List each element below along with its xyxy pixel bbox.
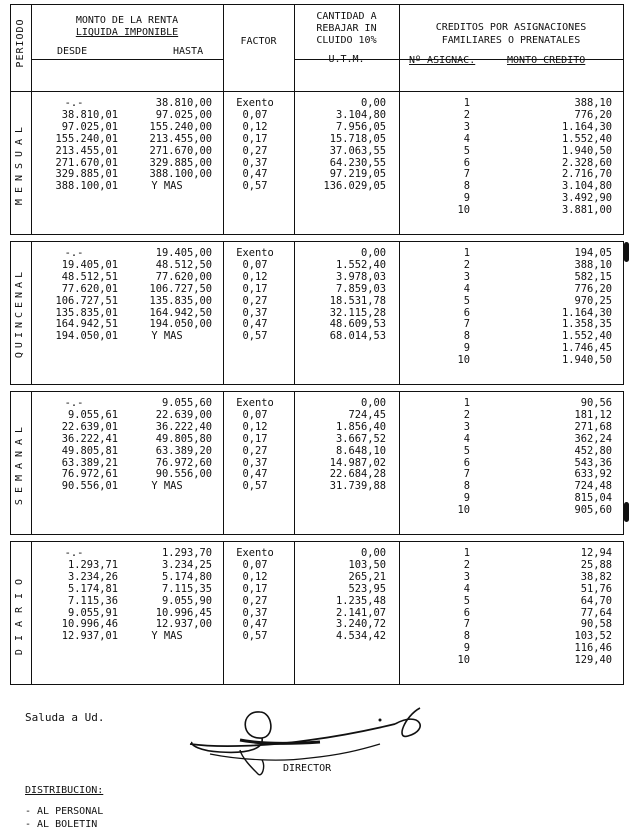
rebaja-cell: 724,45 — [348, 408, 386, 421]
credit-amount: 633,92 — [574, 468, 612, 481]
desde-cell: 36.222,41 — [61, 432, 118, 445]
asignac-number: 8 — [463, 330, 470, 343]
hasta-cell: Y MAS — [151, 330, 183, 343]
rebaja-cell: 15.718,05 — [329, 132, 386, 145]
credit-amount: 1.552,40 — [561, 330, 612, 343]
period-label-quincenal: QUINCENAL — [14, 267, 25, 359]
rebaja-cell: 37.063,55 — [329, 144, 386, 157]
hasta-cell: 48.512,50 — [155, 258, 212, 271]
hasta-cell: 9.055,60 — [161, 397, 212, 409]
asignac-number: 3 — [463, 570, 470, 583]
asignac-number: 5 — [463, 594, 470, 607]
desde-cell: 10.996,46 — [61, 618, 118, 631]
asignac-number: 9 — [463, 342, 470, 355]
factor-cell: 0,57 — [242, 180, 268, 193]
desde-cell: 135.835,01 — [55, 306, 118, 319]
hasta-cell: 19.405,00 — [155, 247, 212, 259]
desde-cell: 7.115,36 — [67, 594, 118, 607]
factor-cell: Exento — [236, 247, 274, 259]
desde-cell: 19.405,01 — [61, 258, 118, 271]
hasta-cell: 10.996,45 — [155, 606, 212, 619]
desde-cell: 76.972,61 — [61, 468, 118, 481]
credit-amount: 1.358,35 — [561, 318, 612, 331]
credit-amount: 271,68 — [574, 420, 612, 433]
factor-cell: 0,37 — [242, 156, 268, 169]
renta-title-line2: LIQUIDA IMPONIBLE — [75, 27, 179, 38]
factor-cell: 0,07 — [242, 258, 268, 271]
credit-amount: 1.940,50 — [561, 354, 612, 367]
table-header — [10, 4, 624, 92]
credit-amount: 3.881,00 — [561, 204, 612, 217]
hasta-cell: 76.972,60 — [155, 456, 212, 469]
credit-amount: 90,58 — [580, 618, 612, 631]
rebaja-cell: 32.115,28 — [329, 306, 386, 319]
desde-cell: 22.639,01 — [61, 420, 118, 433]
period-label-mensual: MENSUAL — [14, 120, 25, 206]
asignac-number: 5 — [463, 144, 470, 157]
factor-cell: 0,57 — [242, 330, 268, 343]
rebaja-cell: 4.534,42 — [335, 630, 386, 643]
credit-amount: 116,46 — [574, 642, 612, 655]
hasta-cell: Y MAS — [151, 180, 183, 193]
asignac-number: 2 — [463, 258, 470, 271]
rebaja-cell: 97.219,05 — [329, 168, 386, 181]
desde-cell: 1.293,71 — [67, 558, 118, 571]
renta-title-line1: MONTO DE LA RENTA — [75, 15, 179, 26]
factor-cell: 0,17 — [242, 132, 268, 145]
rebaja-cell: 68.014,53 — [329, 330, 386, 343]
credit-amount: 103,52 — [574, 630, 612, 643]
credit-amount: 2.328,60 — [561, 156, 612, 169]
asignac-number: 7 — [463, 468, 470, 481]
rebaja-cell: 1.235,48 — [335, 594, 386, 607]
director-label: DIRECTOR — [283, 763, 332, 774]
credit-amount: 90,56 — [580, 397, 612, 409]
asignac-number: 2 — [463, 558, 470, 571]
asignac-number: 8 — [463, 180, 470, 193]
factor-cell: 0,12 — [242, 120, 268, 133]
rebaja-cell: 31.739,88 — [329, 480, 386, 493]
asignac-number: 6 — [463, 306, 470, 319]
credit-amount: 129,40 — [574, 654, 612, 667]
credit-amount: 25,88 — [580, 558, 612, 571]
desde-cell: 329.885,01 — [55, 168, 118, 181]
desde-cell: 3.234,26 — [67, 570, 118, 583]
asignac-number: 9 — [463, 492, 470, 505]
desde-cell: 97.025,01 — [61, 120, 118, 133]
credit-amount: 1.940,50 — [561, 144, 612, 157]
asignac-number: 3 — [463, 270, 470, 283]
hasta-cell: 329.885,00 — [149, 156, 212, 169]
factor-cell: 0,27 — [242, 294, 268, 307]
desde-cell: 271.670,01 — [55, 156, 118, 169]
hasta-cell: 36.222,40 — [155, 420, 212, 433]
desde-cell: -.- — [64, 547, 84, 559]
asignac-number: 10 — [457, 354, 470, 367]
desde-cell: 77.620,01 — [61, 282, 118, 295]
factor-cell: 0,17 — [242, 582, 268, 595]
desde-cell: -.- — [64, 397, 84, 409]
asignac-number: 5 — [463, 294, 470, 307]
asignac-number: 3 — [463, 120, 470, 133]
desde-cell: 388.100,01 — [55, 180, 118, 193]
hasta-cell: Y MAS — [151, 630, 183, 643]
hasta-cell: 38.810,00 — [155, 97, 212, 109]
asignac-number: 4 — [463, 132, 470, 145]
factor-cell: Exento — [236, 397, 274, 409]
hasta-cell: 77.620,00 — [155, 270, 212, 283]
credit-amount: 1.164,30 — [561, 120, 612, 133]
asignac-number: 1 — [463, 397, 470, 409]
factor-cell: 0,57 — [242, 630, 268, 643]
rebaja-cell: 0,00 — [360, 397, 386, 409]
asignac-number: 4 — [463, 432, 470, 445]
factor-cell: Exento — [236, 97, 274, 109]
factor-cell: Exento — [236, 547, 274, 559]
asignac-number: 9 — [463, 642, 470, 655]
credit-amount: 38,82 — [580, 570, 612, 583]
monto-credito-header: MONTO CREDITO — [507, 55, 586, 66]
desde-cell: 164.942,51 — [55, 318, 118, 331]
factor-cell: 0,47 — [242, 618, 268, 631]
hasta-cell: 388.100,00 — [149, 168, 212, 181]
rebaja-cell: 0,00 — [360, 97, 386, 109]
factor-cell: 0,17 — [242, 432, 268, 445]
credit-amount: 2.716,70 — [561, 168, 612, 181]
hasta-cell: 106.727,50 — [149, 282, 212, 295]
signature-image — [180, 700, 440, 790]
credit-amount: 724,48 — [574, 480, 612, 493]
factor-cell: 0,07 — [242, 558, 268, 571]
credit-amount: 1.552,40 — [561, 132, 612, 145]
factor-cell: 0,07 — [242, 408, 268, 421]
credit-amount: 64,70 — [580, 594, 612, 607]
rebaja-cell: 3.978,03 — [335, 270, 386, 283]
distribucion-label: DISTRIBUCION: — [25, 785, 104, 796]
hasta-cell: Y MAS — [151, 480, 183, 493]
factor-cell: 0,47 — [242, 318, 268, 331]
utm-header: U.T.M. — [328, 54, 365, 65]
asignac-number: 7 — [463, 618, 470, 631]
asignac-number: 3 — [463, 420, 470, 433]
rebaja-cell: 18.531,78 — [329, 294, 386, 307]
credit-amount: 194,05 — [574, 247, 612, 259]
creditos-header-line1: CREDITOS POR ASIGNACIONES — [435, 22, 587, 33]
asignac-number: 2 — [463, 408, 470, 421]
factor-cell: 0,17 — [242, 282, 268, 295]
rebaja-cell: 265,21 — [348, 570, 386, 583]
desde-cell: 12.937,01 — [61, 630, 118, 643]
desde-cell: 48.512,51 — [61, 270, 118, 283]
hasta-cell: 3.234,25 — [161, 558, 212, 571]
credit-amount: 905,60 — [574, 504, 612, 517]
credit-amount: 388,10 — [574, 97, 612, 109]
desde-cell: 194.050,01 — [55, 330, 118, 343]
hasta-cell: 22.639,00 — [155, 408, 212, 421]
cantidad-header-line1: CANTIDAD A — [316, 11, 377, 22]
asignac-number: 7 — [463, 318, 470, 331]
credit-amount: 12,94 — [580, 547, 612, 559]
credit-amount: 970,25 — [574, 294, 612, 307]
asignac-number: 9 — [463, 192, 470, 205]
desde-cell: 38.810,01 — [61, 108, 118, 121]
period-label-diario: DIARIO — [14, 570, 25, 656]
asignac-number: 1 — [463, 547, 470, 559]
asignac-number: 8 — [463, 480, 470, 493]
asignac-number: 5 — [463, 444, 470, 457]
rebaja-cell: 3.667,52 — [335, 432, 386, 445]
rebaja-cell: 7.859,03 — [335, 282, 386, 295]
asignac-header: Nº ASIGNAC. — [409, 55, 476, 66]
factor-cell: 0,37 — [242, 306, 268, 319]
cantidad-header-line2: REBAJAR IN — [316, 23, 377, 34]
hasta-cell: 7.115,35 — [161, 582, 212, 595]
hasta-cell: 5.174,80 — [161, 570, 212, 583]
asignac-number: 7 — [463, 168, 470, 181]
desde-cell: 155.240,01 — [55, 132, 118, 145]
hasta-cell: 90.556,00 — [155, 468, 212, 481]
asignac-number: 8 — [463, 630, 470, 643]
factor-cell: 0,27 — [242, 144, 268, 157]
creditos-header-line2: FAMILIARES O PRENATALES — [441, 35, 581, 46]
distribucion-item-boletin: - AL BOLETIN — [25, 819, 98, 830]
desde-cell: -.- — [64, 247, 84, 259]
factor-cell: 0,12 — [242, 270, 268, 283]
factor-cell: 0,27 — [242, 594, 268, 607]
hasta-cell: 194.050,00 — [149, 318, 212, 331]
hasta-header: HASTA — [173, 46, 204, 57]
hasta-cell: 63.389,20 — [155, 444, 212, 457]
credit-amount: 452,80 — [574, 444, 612, 457]
rebaja-cell: 1.856,40 — [335, 420, 386, 433]
factor-cell: 0,12 — [242, 420, 268, 433]
asignac-number: 2 — [463, 108, 470, 121]
factor-cell: 0,47 — [242, 168, 268, 181]
credit-amount: 51,76 — [580, 582, 612, 595]
factor-header: FACTOR — [240, 36, 277, 47]
factor-cell: 0,07 — [242, 108, 268, 121]
rebaja-cell: 0,00 — [360, 547, 386, 559]
asignac-number: 1 — [463, 247, 470, 259]
credit-amount: 543,36 — [574, 456, 612, 469]
hasta-cell: 9.055,90 — [161, 594, 212, 607]
rebaja-cell: 1.552,40 — [335, 258, 386, 271]
factor-cell: 0,57 — [242, 480, 268, 493]
factor-cell: 0,37 — [242, 606, 268, 619]
credit-amount: 77,64 — [580, 606, 612, 619]
asignac-number: 6 — [463, 456, 470, 469]
asignac-number: 4 — [463, 582, 470, 595]
hasta-cell: 164.942,50 — [149, 306, 212, 319]
rebaja-cell: 0,00 — [360, 247, 386, 259]
asignac-number: 10 — [457, 654, 470, 667]
rebaja-cell: 2.141,07 — [335, 606, 386, 619]
asignac-number: 1 — [463, 97, 470, 109]
rebaja-cell: 136.029,05 — [323, 180, 386, 193]
rebaja-cell: 14.987,02 — [329, 456, 386, 469]
desde-cell: 90.556,01 — [61, 480, 118, 493]
desde-cell: 9.055,61 — [67, 408, 118, 421]
rebaja-cell: 523,95 — [348, 582, 386, 595]
hasta-cell: 155.240,00 — [149, 120, 212, 133]
hasta-cell: 213.455,00 — [149, 132, 212, 145]
rebaja-cell: 7.956,05 — [335, 120, 386, 133]
credit-amount: 582,15 — [574, 270, 612, 283]
credit-amount: 776,20 — [574, 108, 612, 121]
saluda-text: Saluda a Ud. — [25, 711, 105, 724]
credit-amount: 362,24 — [574, 432, 612, 445]
hasta-cell: 135.835,00 — [149, 294, 212, 307]
credit-amount: 815,04 — [574, 492, 612, 505]
desde-cell: 63.389,21 — [61, 456, 118, 469]
factor-cell: 0,47 — [242, 468, 268, 481]
desde-cell: 9.055,91 — [67, 606, 118, 619]
hasta-cell: 12.937,00 — [155, 618, 212, 631]
rebaja-cell: 8.648,10 — [335, 444, 386, 457]
asignac-number: 6 — [463, 606, 470, 619]
asignac-number: 10 — [457, 204, 470, 217]
desde-cell: 5.174,81 — [67, 582, 118, 595]
credit-amount: 3.104,80 — [561, 180, 612, 193]
punch-hole-mark — [624, 502, 629, 522]
rebaja-cell: 3.240,72 — [335, 618, 386, 631]
credit-amount: 181,12 — [574, 408, 612, 421]
rebaja-cell: 103,50 — [348, 558, 386, 571]
desde-cell: 213.455,01 — [55, 144, 118, 157]
desde-header: DESDE — [57, 46, 88, 57]
asignac-number: 4 — [463, 282, 470, 295]
factor-cell: 0,27 — [242, 444, 268, 457]
desde-cell: 106.727,51 — [55, 294, 118, 307]
factor-cell: 0,37 — [242, 456, 268, 469]
rebaja-cell: 3.104,80 — [335, 108, 386, 121]
period-label-semanal: SEMANAL — [14, 420, 25, 506]
credit-amount: 3.492,90 — [561, 192, 612, 205]
credit-amount: 1.746,45 — [561, 342, 612, 355]
credit-amount: 776,20 — [574, 282, 612, 295]
hasta-cell: 49.805,80 — [155, 432, 212, 445]
rebaja-cell: 22.684,28 — [329, 468, 386, 481]
asignac-number: 6 — [463, 156, 470, 169]
credit-amount: 388,10 — [574, 258, 612, 271]
asignac-number: 10 — [457, 504, 470, 517]
period-header-label: PERIODO — [15, 18, 26, 68]
desde-cell: 49.805,81 — [61, 444, 118, 457]
desde-cell: -.- — [64, 97, 84, 109]
cantidad-header-line3: CLUIDO 10% — [316, 35, 377, 46]
punch-hole-mark — [624, 242, 629, 262]
credit-amount: 1.164,30 — [561, 306, 612, 319]
factor-cell: 0,12 — [242, 570, 268, 583]
hasta-cell: 1.293,70 — [161, 547, 212, 559]
hasta-cell: 97.025,00 — [155, 108, 212, 121]
distribucion-item-personal: - AL PERSONAL — [25, 806, 104, 817]
rebaja-cell: 48.609,53 — [329, 318, 386, 331]
hasta-cell: 271.670,00 — [149, 144, 212, 157]
rebaja-cell: 64.230,55 — [329, 156, 386, 169]
